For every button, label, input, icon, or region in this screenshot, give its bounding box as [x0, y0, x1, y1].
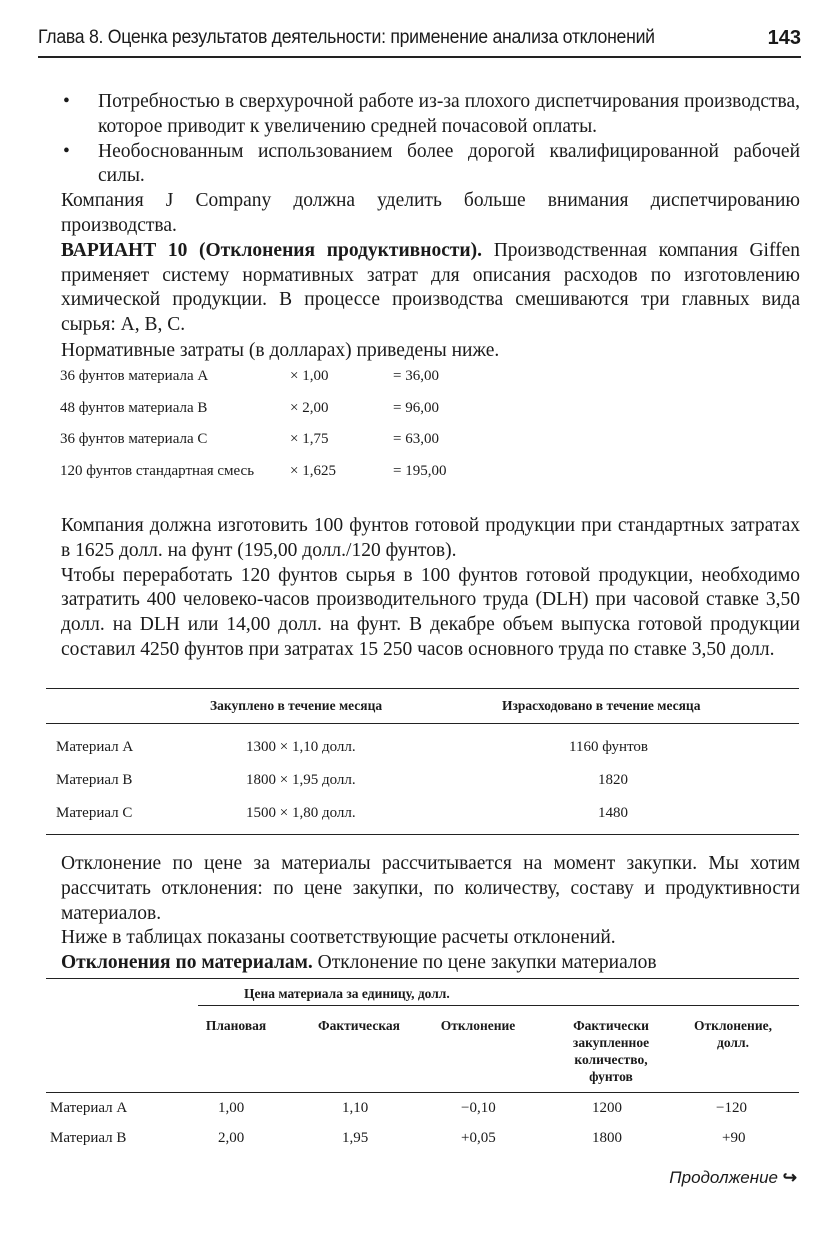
diff-value: −0,10 — [461, 1100, 496, 1116]
header-var — [678, 1017, 788, 1051]
table-row — [46, 798, 799, 831]
continue-label: Продолжение — [669, 1168, 779, 1187]
table-row — [46, 732, 799, 765]
material-name: Материал A — [56, 739, 134, 755]
table-bottom-rule — [46, 834, 799, 835]
variance-value: +90 — [722, 1130, 746, 1146]
norm-item: 48 фунтов материала B — [60, 399, 208, 416]
norm-rate: × 1,00 — [290, 368, 329, 384]
header-var-line: Отклонение, — [694, 1018, 772, 1033]
norm-rate: × 1,75 — [290, 431, 329, 447]
norm-total: = 63,00 — [393, 431, 439, 447]
body-text-lower — [61, 852, 800, 976]
used-value: 1160 фунтов — [569, 739, 649, 755]
body-text-top — [63, 90, 800, 364]
page-number: 143 — [767, 27, 801, 49]
actual-value: 1,95 — [342, 1130, 369, 1146]
paragraph-price: Отклонение по цене за материалы рассчитывается на момент закупки. Мы хотим рассчитать отклонения: по цене закупки, по количеству, составу и продуктивности материалов. — [61, 853, 800, 924]
bullet-text: Необоснованным использованием более дорогой квалифицированной рабочей силы. — [98, 140, 800, 187]
header-actual: Фактическая — [318, 1018, 400, 1033]
variance-table — [46, 978, 799, 1153]
header-used: Израсходовано в течение месяца — [502, 698, 701, 713]
plan-value: 2,00 — [218, 1130, 245, 1146]
actual-value: 1,10 — [342, 1100, 369, 1116]
bullet-item — [63, 90, 800, 140]
right-hook-arrow-icon: ↪ — [782, 1168, 797, 1187]
section-heading — [61, 951, 800, 976]
table-row — [46, 1093, 799, 1123]
header-diff: Отклонение — [440, 1018, 516, 1033]
chapter-title: Глава 8. Оценка результатов деятельности: применение анализа отклонений — [38, 27, 655, 48]
material-name: Материал B — [56, 772, 133, 788]
table-row — [46, 765, 799, 798]
paragraph-output: Компания должна изготовить 100 фунтов готовой продукции при стандартных затратах в 1625 долл. на фунт (195,00 долл./120 фунтов). — [61, 515, 800, 561]
norm-item: 36 фунтов материала A — [60, 368, 209, 384]
table-header-row — [46, 1006, 799, 1092]
section-label: Отклонения по материалам. — [61, 952, 313, 974]
material-name: Материал C — [56, 805, 133, 821]
paragraph-tables: Ниже в таблицах показаны соответствующие расчеты отклонений. — [61, 927, 616, 949]
group-header-row — [46, 979, 799, 1006]
header-qty-line: Фактически — [573, 1018, 649, 1033]
norm-total: = 96,00 — [393, 399, 439, 416]
continuation-note — [669, 1168, 797, 1188]
material-name: Материал B — [50, 1130, 127, 1146]
material-name: Материал A — [50, 1100, 128, 1116]
norm-rate: × 2,00 — [290, 399, 329, 416]
purchased-value: 1500 × 1,80 долл. — [246, 805, 356, 821]
purchase-table — [46, 688, 799, 835]
body-text-middle — [61, 514, 800, 663]
purchased-value: 1800 × 1,95 долл. — [246, 772, 356, 788]
group-header: Цена материала за единицу, долл. — [244, 986, 450, 1001]
norm-item: 36 фунтов материала C — [60, 431, 208, 447]
used-value: 1480 — [598, 805, 628, 821]
header-qty-line: количество, — [574, 1052, 648, 1067]
norm-total: = 195,00 — [393, 462, 447, 479]
header-var-line: долл. — [717, 1035, 749, 1050]
header-qty-line: фунтов — [589, 1069, 633, 1084]
diff-value: +0,05 — [461, 1130, 496, 1146]
table-header-row — [46, 689, 799, 723]
header-rule — [38, 56, 801, 58]
paragraph-labor: Чтобы переработать 120 фунтов сырья в 100 фунтов готовой продукции, необходимо затратить 400 человеко-часов производительного труда (DLH) при часовой ставке 3,50 долл. на DLH или 14,00 долл. на фунт. В декабре объем выпуска готовой продукции составил 4250 фунтов при затратах 15 250 часов основного труда по ставке 3,50 долл. — [61, 564, 800, 660]
norm-total: = 36,00 — [393, 368, 439, 384]
qty-value: 1800 — [592, 1130, 622, 1146]
bullet-item — [63, 140, 800, 190]
used-value: 1820 — [598, 772, 628, 788]
variant-label: ВАРИАНТ 10 (Отклонения продуктивности). — [61, 239, 483, 261]
header-purchased: Закуплено в течение месяца — [210, 698, 383, 713]
bullet-dot-icon: • — [63, 140, 70, 162]
variant-text: Производственная компания Giffen применяет систему нормативных затрат для описания расходов по изготовлению химической продукции. В процессе производства смешиваются три главных вида сырья: A, B, C. — [61, 239, 800, 336]
header-qty-line: закупленное — [572, 1035, 650, 1050]
bullet-dot-icon: • — [63, 91, 70, 112]
running-header — [38, 27, 801, 55]
paragraph-company: Компания J Company должна уделить больше внимания диспетчированию производства. — [61, 190, 800, 236]
table-row — [46, 1123, 799, 1153]
bullet-text: Потребностью в сверхурочной работе из-за плохого диспетчирования производства, которое приводит к увеличению средней почасовой оплаты. — [98, 91, 800, 137]
qty-value: 1200 — [592, 1100, 622, 1116]
header-plan: Плановая — [205, 1018, 267, 1033]
paragraph-variant — [61, 239, 800, 338]
norm-item: 120 фунтов стандартная смесь — [60, 462, 255, 479]
norm-rate: × 1,625 — [290, 462, 336, 479]
purchased-value: 1300 × 1,10 долл. — [246, 739, 356, 755]
section-text: Отклонение по цене закупки материалов — [312, 952, 657, 974]
header-qty — [556, 1017, 666, 1085]
variance-value: −120 — [716, 1100, 747, 1116]
plan-value: 1,00 — [218, 1100, 245, 1116]
paragraph-norm-intro: Нормативные затраты (в долларах) приведены ниже. — [61, 339, 500, 361]
